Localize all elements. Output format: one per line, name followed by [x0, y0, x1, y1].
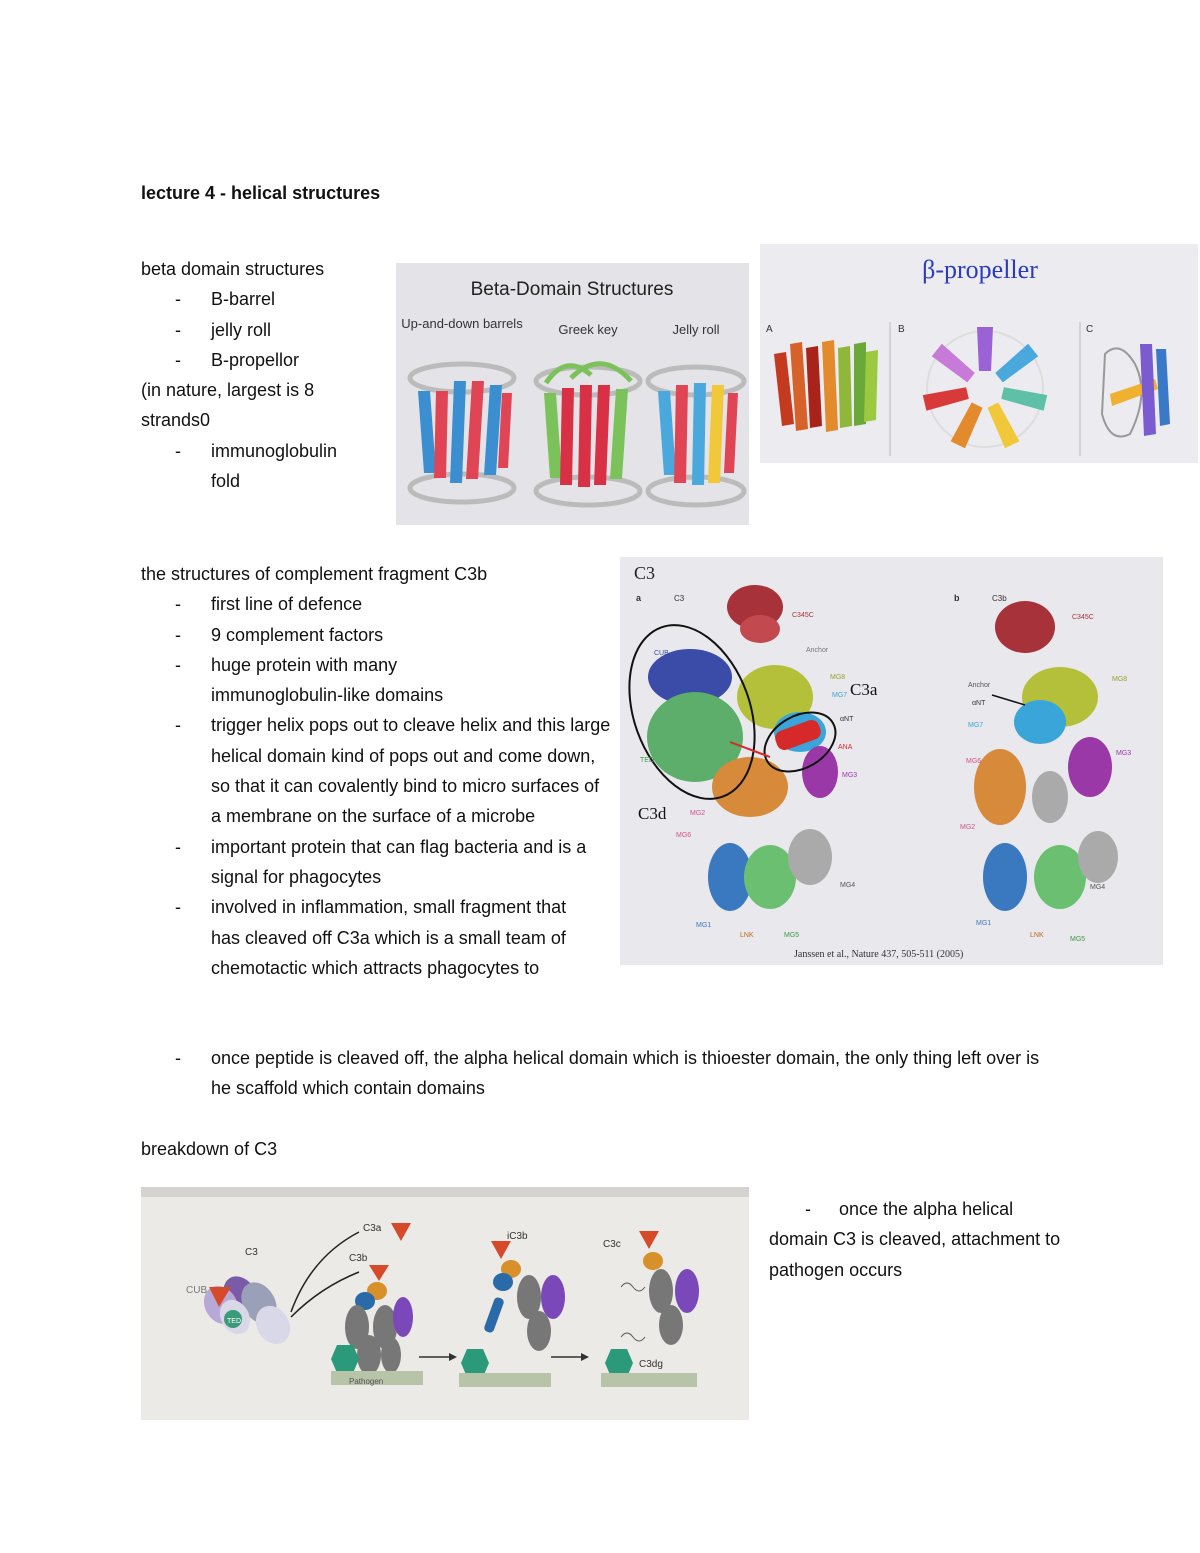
svg-text:αNT: αNT [972, 700, 986, 707]
label-greekkey: Greek key [558, 322, 618, 337]
list-item: - important protein that can flag bacteria and is a signal for phagocytes [175, 836, 587, 887]
list-item: - jelly roll [175, 319, 272, 340]
list-item: - immunoglobulin fold [175, 440, 338, 492]
svg-text:MG1: MG1 [696, 922, 712, 929]
breakdown-list [769, 1194, 1069, 1285]
svg-text:MG5: MG5 [1070, 936, 1086, 943]
c3-ribbon-structure-icon [620, 585, 846, 911]
greek-key-icon [536, 364, 640, 505]
svg-text:CUB: CUB [186, 1285, 208, 1296]
svg-text:b: b [954, 593, 960, 603]
svg-text:MG7: MG7 [968, 722, 984, 729]
citation: Janssen et al., Nature 437, 505-511 (2005) [794, 949, 964, 960]
svg-text:C3b: C3b [349, 1253, 368, 1264]
c3-intact-icon [197, 1270, 297, 1350]
figure-title: C3 [634, 563, 656, 583]
svg-text:αNT: αNT [840, 716, 854, 723]
svg-text:LNK: LNK [1030, 932, 1044, 939]
svg-text:CUB: CUB [654, 650, 669, 657]
list-item: - B-propellor [175, 349, 300, 370]
svg-text:C3dg: C3dg [639, 1359, 663, 1370]
section-heading: breakdown of C3 [141, 1139, 278, 1159]
list-item: - involved in inflammation, small fragment that has cleaved off C3a which is a small team of chemotactic which attracts phagocytes to [175, 897, 567, 978]
svg-text:MG4: MG4 [1090, 884, 1106, 891]
propeller-top-view-icon [923, 327, 1047, 448]
c3a-label: C3a [850, 680, 878, 699]
figure-title: β-propeller [922, 255, 1038, 284]
c3-breakdown-figure [141, 1187, 749, 1420]
label-updown: Up-and-down barrels [401, 316, 523, 331]
svg-text:MG5: MG5 [784, 932, 800, 939]
svg-text:C3b: C3b [992, 594, 1007, 603]
svg-text:TED: TED [640, 757, 654, 764]
jelly-roll-icon [648, 367, 744, 505]
svg-text:C3a: C3a [363, 1223, 382, 1234]
svg-text:MG1: MG1 [976, 920, 992, 927]
propeller-blade-view-icon [1102, 344, 1170, 437]
svg-text:MG3: MG3 [1116, 750, 1132, 757]
beta-domain-list [141, 254, 381, 496]
panel-label: A [766, 324, 773, 335]
svg-text:MG4: MG4 [840, 882, 856, 889]
list-item: - once peptide is cleaved off, the alpha helical domain which is thioester domain, the only thing left over is he scaffold which contain domains [175, 1048, 1040, 1099]
svg-text:C3: C3 [245, 1247, 258, 1258]
panel-label: C [1086, 324, 1094, 335]
svg-text:Pathogen: Pathogen [349, 1377, 384, 1386]
svg-text:MG8: MG8 [1112, 676, 1128, 683]
svg-text:MG7: MG7 [832, 692, 848, 699]
svg-text:MG2: MG2 [690, 810, 706, 817]
svg-text:MG6: MG6 [966, 758, 982, 765]
note-text: (in nature, largest is 8 strands0 [141, 380, 315, 431]
list-item: - once the alpha helical domain C3 is cleaved, attachment to pathogen occurs [769, 1194, 1069, 1285]
label-jellyroll: Jelly roll [672, 322, 720, 337]
panel-label: B [898, 324, 905, 335]
svg-text:MG3: MG3 [842, 772, 858, 779]
svg-text:ANA: ANA [838, 744, 853, 751]
svg-text:LNK: LNK [740, 932, 754, 939]
section-heading: beta domain structures [141, 259, 325, 279]
svg-text:MG6: MG6 [676, 832, 692, 839]
svg-text:C345C: C345C [1072, 614, 1094, 621]
figure-title: Beta-Domain Structures [470, 279, 674, 300]
c3-structure-figure [620, 557, 1163, 965]
beta-domain-figure [396, 263, 749, 525]
svg-text:C3: C3 [674, 594, 685, 603]
beta-propeller-figure [760, 244, 1198, 463]
ic3b-icon [459, 1231, 565, 1387]
bullet-dash: - [805, 1199, 811, 1219]
section-heading: the structures of complement fragment C3b [141, 564, 488, 584]
svg-text:MG8: MG8 [830, 674, 846, 681]
svg-text:TED: TED [227, 1318, 241, 1325]
list-item: - huge protein with many immunoglobulin-like domains [175, 654, 444, 706]
list-item: - first line of defence [175, 594, 363, 615]
svg-text:a: a [636, 593, 642, 603]
svg-text:C3c: C3c [603, 1239, 621, 1250]
list-item: - trigger helix pops out to cleave helix and this large helical domain kind of pops out and come down, so that it can covalently bind to micro surfaces of a membrane on the surface of a microbe [175, 715, 611, 827]
c3d-label: C3d [638, 804, 667, 823]
page-title: lecture 4 - helical structures [141, 183, 381, 203]
svg-text:Anchor: Anchor [806, 647, 829, 654]
c3b-ribbon-structure-icon [974, 601, 1118, 911]
updown-barrel-icon [410, 364, 514, 502]
list-item: - B-barrel [175, 289, 276, 310]
svg-text:C345C: C345C [792, 612, 814, 619]
svg-text:iC3b: iC3b [507, 1231, 528, 1242]
c3b-list [141, 559, 611, 983]
list-item: - 9 complement factors [175, 624, 384, 645]
c3b-list-continued [141, 1043, 1041, 1104]
svg-text:Anchor: Anchor [968, 682, 991, 689]
svg-text:MG2: MG2 [960, 824, 976, 831]
propeller-side-view-icon [774, 340, 878, 432]
c3c-c3dg-icon [601, 1231, 699, 1387]
c3b-bound-icon [331, 1265, 423, 1385]
